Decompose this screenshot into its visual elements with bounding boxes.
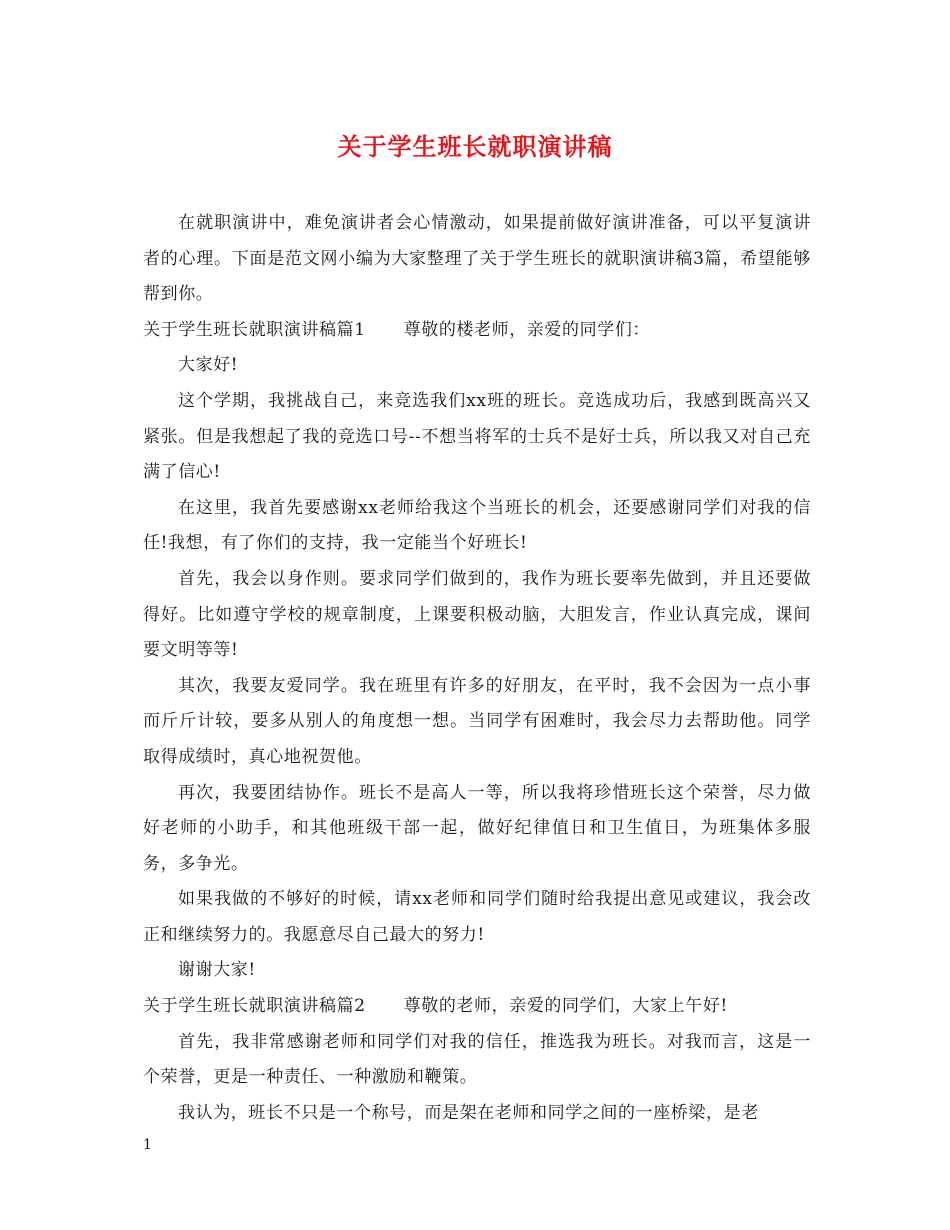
intro-paragraph: 在就职演讲中，难免演讲者会心情激动，如果提前做好演讲准备，可以平复演讲者的心理。下面是范文网小编为大家整理了关于学生班长的就职演讲稿3篇，希望能够帮到你。	[143, 213, 811, 305]
paragraph: 谢谢大家!	[178, 960, 256, 981]
paragraph: 在这里，我首先要感谢xx老师给我这个当班长的机会，还要感谢同学们对我的信任!我想，有了你们的支持，我一定能当个好班长!	[143, 497, 811, 554]
paragraph: 首先，我非常感谢老师和同学们对我的信任，推选我为班长。对我而言，这是一个荣誉，更是一种责任、一种激励和鞭策。	[143, 1031, 811, 1088]
section-heading-line	[143, 989, 811, 1025]
page-number: 1	[143, 1137, 152, 1153]
document-title: 关于学生班长就职演讲稿	[337, 132, 613, 161]
section-heading: 关于学生班长就职演讲稿篇1	[143, 319, 366, 340]
section-heading: 关于学生班长就职演讲稿篇2	[143, 996, 366, 1017]
paragraph: 再次，我要团结协作。班长不是高人一等，所以我将珍惜班长这个荣誉，尽力做好老师的小助手，和其他班级干部一起，做好纪律值日和卫生值日，为班集体多服务，多争光。	[143, 782, 811, 874]
document-body	[143, 206, 811, 1131]
paragraph: 其次，我要友爱同学。我在班里有许多的好朋友，在平时，我不会因为一点小事而斤斤计较，要多从别人的角度想一想。当同学有困难时，我会尽力去帮助他。同学取得成绩时，真心地祝贺他。	[143, 675, 811, 767]
paragraph: 首先，我会以身作则。要求同学们做到的，我作为班长要率先做到，并且还要做得好。比如遵守学校的规章制度，上课要积极动脑，大胆发言，作业认真完成，课间要文明等等!	[143, 568, 811, 661]
paragraph: 这个学期，我挑战自己，来竞选我们xx班的班长。竞选成功后，我感到既高兴又紧张。但是我想起了我的竞选口号--不想当将军的士兵不是好士兵，所以我又对自己充满了信心!	[143, 390, 811, 483]
salutation: 尊敬的楼老师，亲爱的同学们：	[403, 319, 651, 340]
paragraph: 如果我做的不够好的时候，请xx老师和同学们随时给我提出意见或建议，我会改正和继续努力的。我愿意尽自己最大的努力!	[143, 889, 811, 945]
section-heading-line	[143, 313, 811, 349]
paragraph: 我认为，班长不只是一个称号，而是架在老师和同学之间的一座桥梁，是老	[178, 1102, 759, 1123]
salutation: 尊敬的老师，亲爱的同学们，大家上午好!	[403, 996, 728, 1017]
paragraph: 大家好!	[178, 355, 239, 376]
